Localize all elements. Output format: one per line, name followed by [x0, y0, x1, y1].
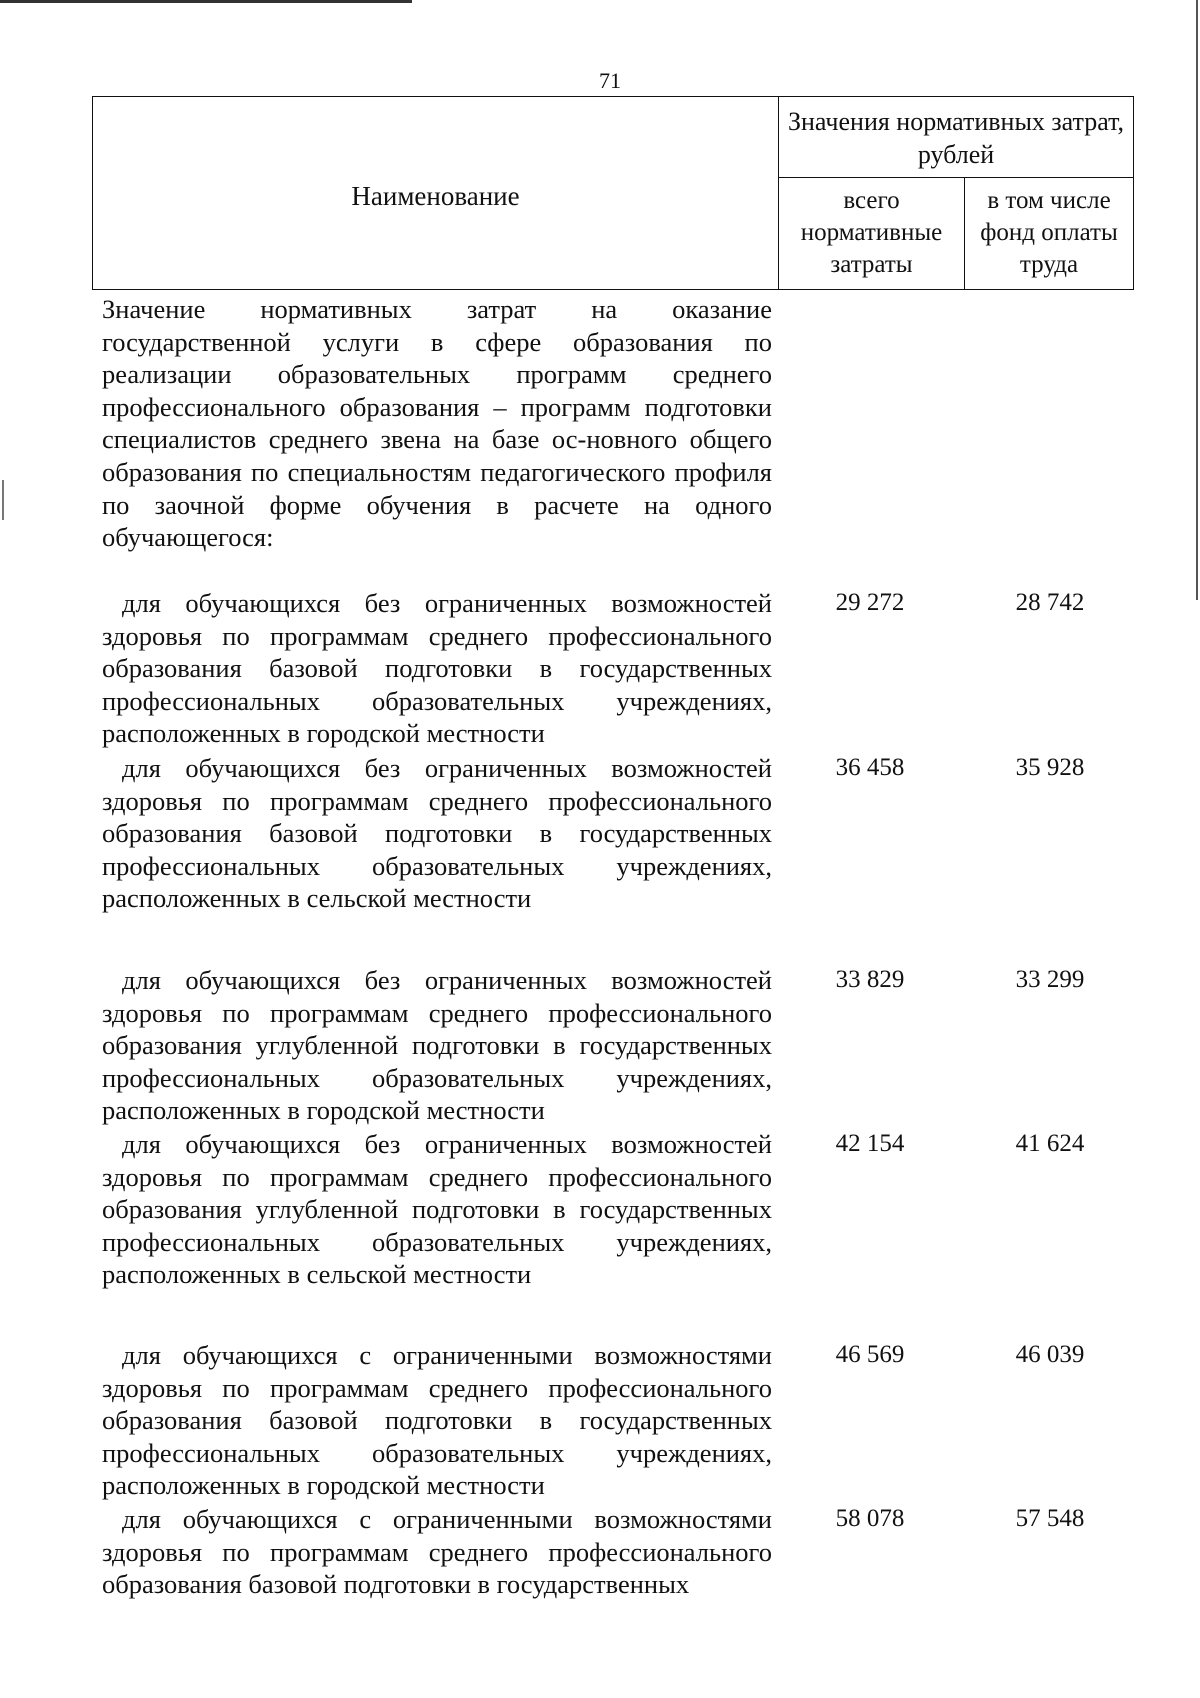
header-name: Наименование: [351, 181, 520, 211]
header-divider-horizontal: [779, 177, 1133, 178]
row-4-total: 42 154: [835, 1130, 905, 1157]
row-4-name: для обучающихся без ограниченных возможностей здоровья по программам среднего профессионального образования углубленной подготовки в государственных профессиональных образовательных учреждениях, расположенных в сельской местности: [102, 1129, 772, 1290]
intro-text: Значение нормативных затрат на оказание государственной услуги в сфере образования по реализации образовательных программ среднего профессионального образования – программ подготовки специалистов среднего звена на базе ос-новного общего образования по специальностям педагогического профиля по заочной форме обучения в расчете на одного обучающегося:: [102, 294, 772, 553]
row-6-wage: 57 548: [1015, 1505, 1085, 1532]
header-wage-fund: в том числе фонд оплаты труда: [980, 187, 1118, 278]
row-5-name: для обучающихся с ограниченными возможностями здоровья по программам среднего профессионального образования базовой подготовки в государственных профессиональных образовательных учреждениях, расположенных в городской местности: [102, 1340, 772, 1501]
row-3-wage: 33 299: [1015, 966, 1085, 993]
row-5-wage: 46 039: [1015, 1341, 1085, 1368]
row-2-total: 36 458: [835, 754, 905, 781]
row-2-wage: 35 928: [1015, 754, 1085, 781]
row-4-wage: 41 624: [1015, 1130, 1085, 1157]
row-3-name: для обучающихся без ограниченных возможностей здоровья по программам среднего профессионального образования углубленной подготовки в государственных профессиональных образовательных учреждениях, расположенных в городской местности: [102, 965, 772, 1126]
row-6-name: для обучающихся с ограниченными возможностями здоровья по программам среднего профессионального образования базовой подготовки в государственных: [102, 1504, 772, 1600]
row-2-name: для обучающихся без ограниченных возможностей здоровья по программам среднего профессионального образования базовой подготовки в государственных профессиональных образовательных учреждениях, расположенных в сельской местности: [102, 753, 772, 914]
row-6-total: 58 078: [835, 1505, 905, 1532]
header-total: всего нормативные затраты: [800, 187, 943, 278]
row-1-name: для обучающихся без ограниченных возможностей здоровья по программам среднего профессионального образования базовой подготовки в государственных профессиональных образовательных учреждениях, расположенных в городской местности: [102, 588, 772, 749]
row-1-wage: 28 742: [1015, 589, 1085, 616]
page-number: 71: [599, 68, 621, 93]
scan-edge-top: [0, 0, 412, 3]
row-1-total: 29 272: [835, 589, 905, 616]
row-5-total: 46 569: [835, 1341, 905, 1368]
header-values-title: Значения нормативных затрат, рублей: [787, 107, 1125, 169]
scan-edge-left: [2, 480, 4, 520]
row-3-total: 33 829: [835, 966, 905, 993]
table-header: [92, 96, 1134, 290]
